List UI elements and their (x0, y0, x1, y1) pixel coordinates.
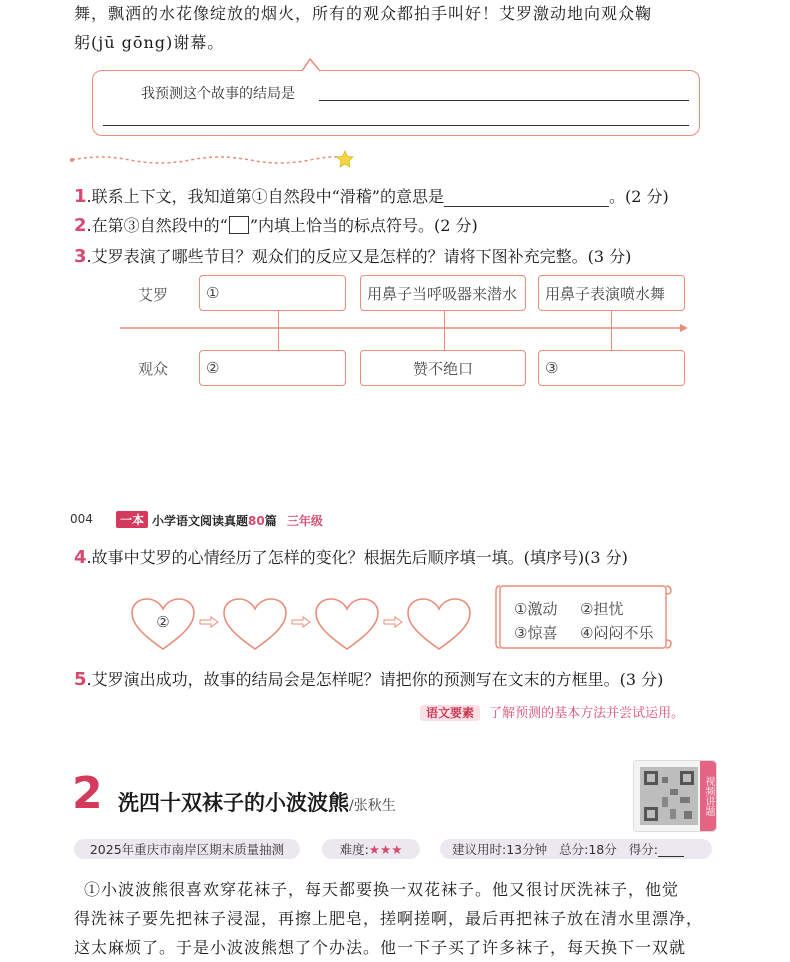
reaction-box-1 (199, 350, 346, 386)
question-number: 1 (74, 186, 87, 207)
story-line: 舞，飘洒的水花像绽放的烟火，所有的观众都拍手叫好！艾罗激动地向观众鞠 (74, 4, 653, 23)
yaosu-text: 了解预测的基本方法并尝试运用。 (489, 706, 685, 721)
question-5 (74, 667, 663, 690)
question-text: .在第③自然段中的“ (86, 216, 228, 235)
question-3 (74, 244, 631, 267)
qr-code-icon (640, 767, 698, 825)
page-number: 004 (70, 512, 93, 526)
arrow-right-icon (199, 616, 219, 628)
question-4 (74, 545, 628, 568)
program-box-1[interactable] (199, 275, 346, 311)
question-points: 。(2 分) (608, 187, 669, 206)
score-blank[interactable] (658, 841, 684, 857)
option-4: ④闷闷不乐 (580, 624, 654, 642)
connector-line (611, 311, 612, 350)
heart-icon (314, 597, 380, 653)
question-number: 3 (74, 246, 87, 267)
qr-code[interactable] (633, 760, 717, 832)
connector-line (444, 311, 445, 350)
grade-label: 三年级 (286, 514, 323, 528)
lesson-number: 2 (72, 768, 103, 819)
title-text: 小学语文阅读真题 (152, 514, 249, 528)
reaction-box-2 (360, 350, 526, 386)
answer-line[interactable] (103, 125, 689, 126)
option-3: ③惊喜 (514, 624, 558, 642)
box-text: 赞不绝口 (412, 359, 473, 378)
score-label: 得分: (628, 842, 658, 857)
lesson-title-text: 洗四十双袜子的小波波熊 (118, 790, 349, 815)
question-text: .艾罗演出成功，故事的结局会是怎样呢？请把你的预测写在文末的方框里。(3 分) (86, 670, 664, 689)
time-score-badge (440, 839, 712, 859)
difficulty-stars: ★★★ (368, 841, 403, 857)
option-2: ②担忧 (580, 600, 624, 618)
arrow-right-icon (291, 616, 311, 628)
punctuation-box[interactable] (229, 216, 249, 234)
source-badge: 2025年重庆市南岸区期末质量抽测 (74, 839, 300, 859)
difficulty-badge (322, 839, 420, 859)
question-2 (74, 213, 478, 236)
arrow-right-icon (383, 616, 403, 628)
question-number: 2 (74, 215, 87, 236)
book-logo: 一本 (116, 511, 148, 528)
box-text: ① (206, 284, 220, 302)
title-suffix: 篇 (264, 514, 277, 528)
difficulty-label: 难度: (339, 842, 369, 857)
reaction-box-3[interactable] (538, 350, 685, 386)
total-label: 总分:18分 (559, 842, 617, 857)
time-label: 建议用时:13分钟 (452, 842, 548, 857)
question-text: .故事中艾罗的心情经历了怎样的变化？根据先后顺序填一填。(填序号)(3 分) (86, 548, 628, 567)
option-1: ①激动 (514, 600, 558, 618)
story-line: 躬(jū gōng)谢幕。 (74, 33, 225, 52)
box-text: 用鼻子表演喷水舞 (545, 284, 666, 303)
question-number: 4 (74, 547, 87, 568)
heart-icon (222, 597, 288, 653)
question-1 (74, 184, 669, 207)
heart-value: ② (156, 613, 170, 631)
question-number: 5 (74, 669, 87, 690)
heart-icon (406, 597, 472, 653)
story-line: 得洗袜子要先把袜子浸湿，再擦上肥皂，搓啊搓啊，最后再把袜子放在清水里漂净， (74, 909, 704, 928)
heart-shape[interactable] (314, 597, 380, 653)
speech-tail-icon (300, 57, 330, 73)
video-label: 视频讲题 (700, 761, 716, 831)
heart-shape[interactable] (130, 597, 196, 653)
title-count: 80 (248, 514, 265, 528)
language-element (420, 702, 684, 721)
program-box-3 (538, 275, 685, 311)
row-label-ailuo: 艾罗 (138, 286, 169, 304)
yaosu-tag: 语文要素 (420, 705, 480, 721)
box-text: 用鼻子当呼吸器来潜水 (367, 284, 518, 303)
prediction-label: 我预测这个故事的结局是 (141, 86, 295, 102)
star-icon (336, 150, 354, 168)
book-title (152, 512, 323, 529)
lesson-title (118, 787, 396, 817)
story-line: ①小波波熊很喜欢穿花袜子，每天都要换一双花袜子。他又很讨厌洗袜子，他觉 (84, 880, 680, 899)
heart-shape[interactable] (406, 597, 472, 653)
question-text: .艾罗表演了哪些节目？观众们的反应又是怎样的？请将下图补充完整。(3 分) (86, 247, 632, 266)
story-line: 这太麻烦了。于是小波波熊想了个办法。他一下子买了许多袜子，每天换下一双就 (74, 938, 687, 957)
decorative-wave (70, 150, 360, 170)
question-text: .联系上下文，我知道第①自然段中“滑稽”的意思是 (86, 187, 444, 206)
question-text: ”内填上恰当的标点符号。(2 分) (249, 216, 478, 235)
timeline-arrow (120, 322, 692, 334)
connector-line (278, 311, 279, 350)
box-text: ② (206, 359, 220, 377)
prediction-box (92, 70, 700, 136)
heart-shape[interactable] (222, 597, 288, 653)
program-box-2 (360, 275, 526, 311)
answer-line[interactable] (319, 100, 689, 101)
row-label-audience: 观众 (138, 360, 169, 378)
lesson-author: /张秋生 (349, 798, 396, 814)
answer-blank[interactable] (444, 187, 609, 207)
box-text: ③ (545, 359, 559, 377)
